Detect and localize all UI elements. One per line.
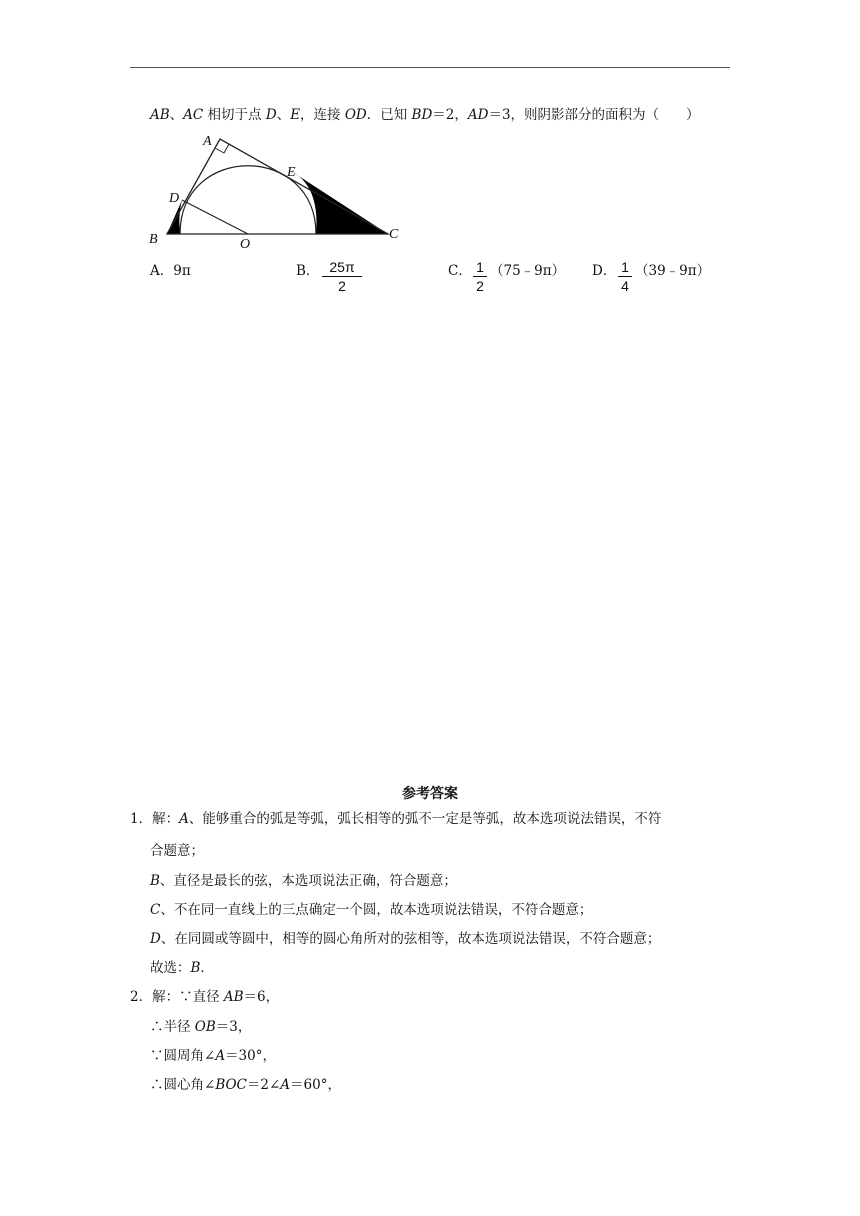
label-o: O [240, 237, 251, 252]
label-d: D [169, 191, 180, 206]
label-c: C [389, 227, 399, 242]
answer-1-line-5: D、在同圆或等圆中，相等的圆心角所对的弦相等，故本选项说法错误，不符合题意； [150, 931, 661, 947]
segment-od [182, 200, 248, 234]
answer-2-line-2: ∴半径 OB＝3， [150, 1019, 252, 1035]
answer-2-line-3: ∵圆周角∠A＝30°， [150, 1048, 276, 1064]
answers-heading: 参考答案 [402, 786, 458, 802]
option-c-rest: （75﹣9π） [490, 263, 566, 279]
question-text: AB、AC 相切于点 D、E，连接 OD．已知 BD＝2，AD＝3，则阴影部分的面积为（ ） [150, 107, 700, 123]
answer-1-line-2: 合题意； [150, 843, 204, 859]
answer-1-line-1: 1．解：A、能够重合的弧是等弧，弧长相等的弧不一定是等弧，故本选项说法错误，不符 [130, 811, 662, 827]
label-b: B [149, 232, 158, 247]
option-c-label: C． [448, 263, 472, 279]
option-a: A．9π [150, 263, 191, 279]
answer-1-line-6: 故选：B． [150, 960, 214, 976]
answer-2-line-4: ∴圆心角∠BOC＝2∠A＝60°， [150, 1077, 341, 1093]
option-b-fraction: 25π 2 [322, 259, 362, 294]
geometry-figure [145, 130, 410, 255]
label-e: E [287, 165, 296, 180]
option-d-rest: （39﹣9π） [635, 263, 711, 279]
semicircle-arc [180, 166, 316, 234]
answer-1-line-4: C、不在同一直线上的三点确定一个圆，故本选项说法错误，不符合题意； [150, 902, 593, 918]
option-d-label: D． [592, 263, 617, 279]
answer-1-line-3: B、直径是最长的弦，本选项说法正确，符合题意； [150, 873, 457, 889]
label-a: A [203, 134, 212, 149]
option-b-label: B． [296, 263, 320, 279]
shaded-region-c [291, 171, 388, 234]
answer-2-line-1: 2．解：∵直径 AB＝6， [130, 989, 280, 1005]
option-c-fraction: 1 2 [473, 259, 487, 294]
header-rule [130, 67, 730, 68]
option-d-fraction: 1 4 [618, 259, 632, 294]
